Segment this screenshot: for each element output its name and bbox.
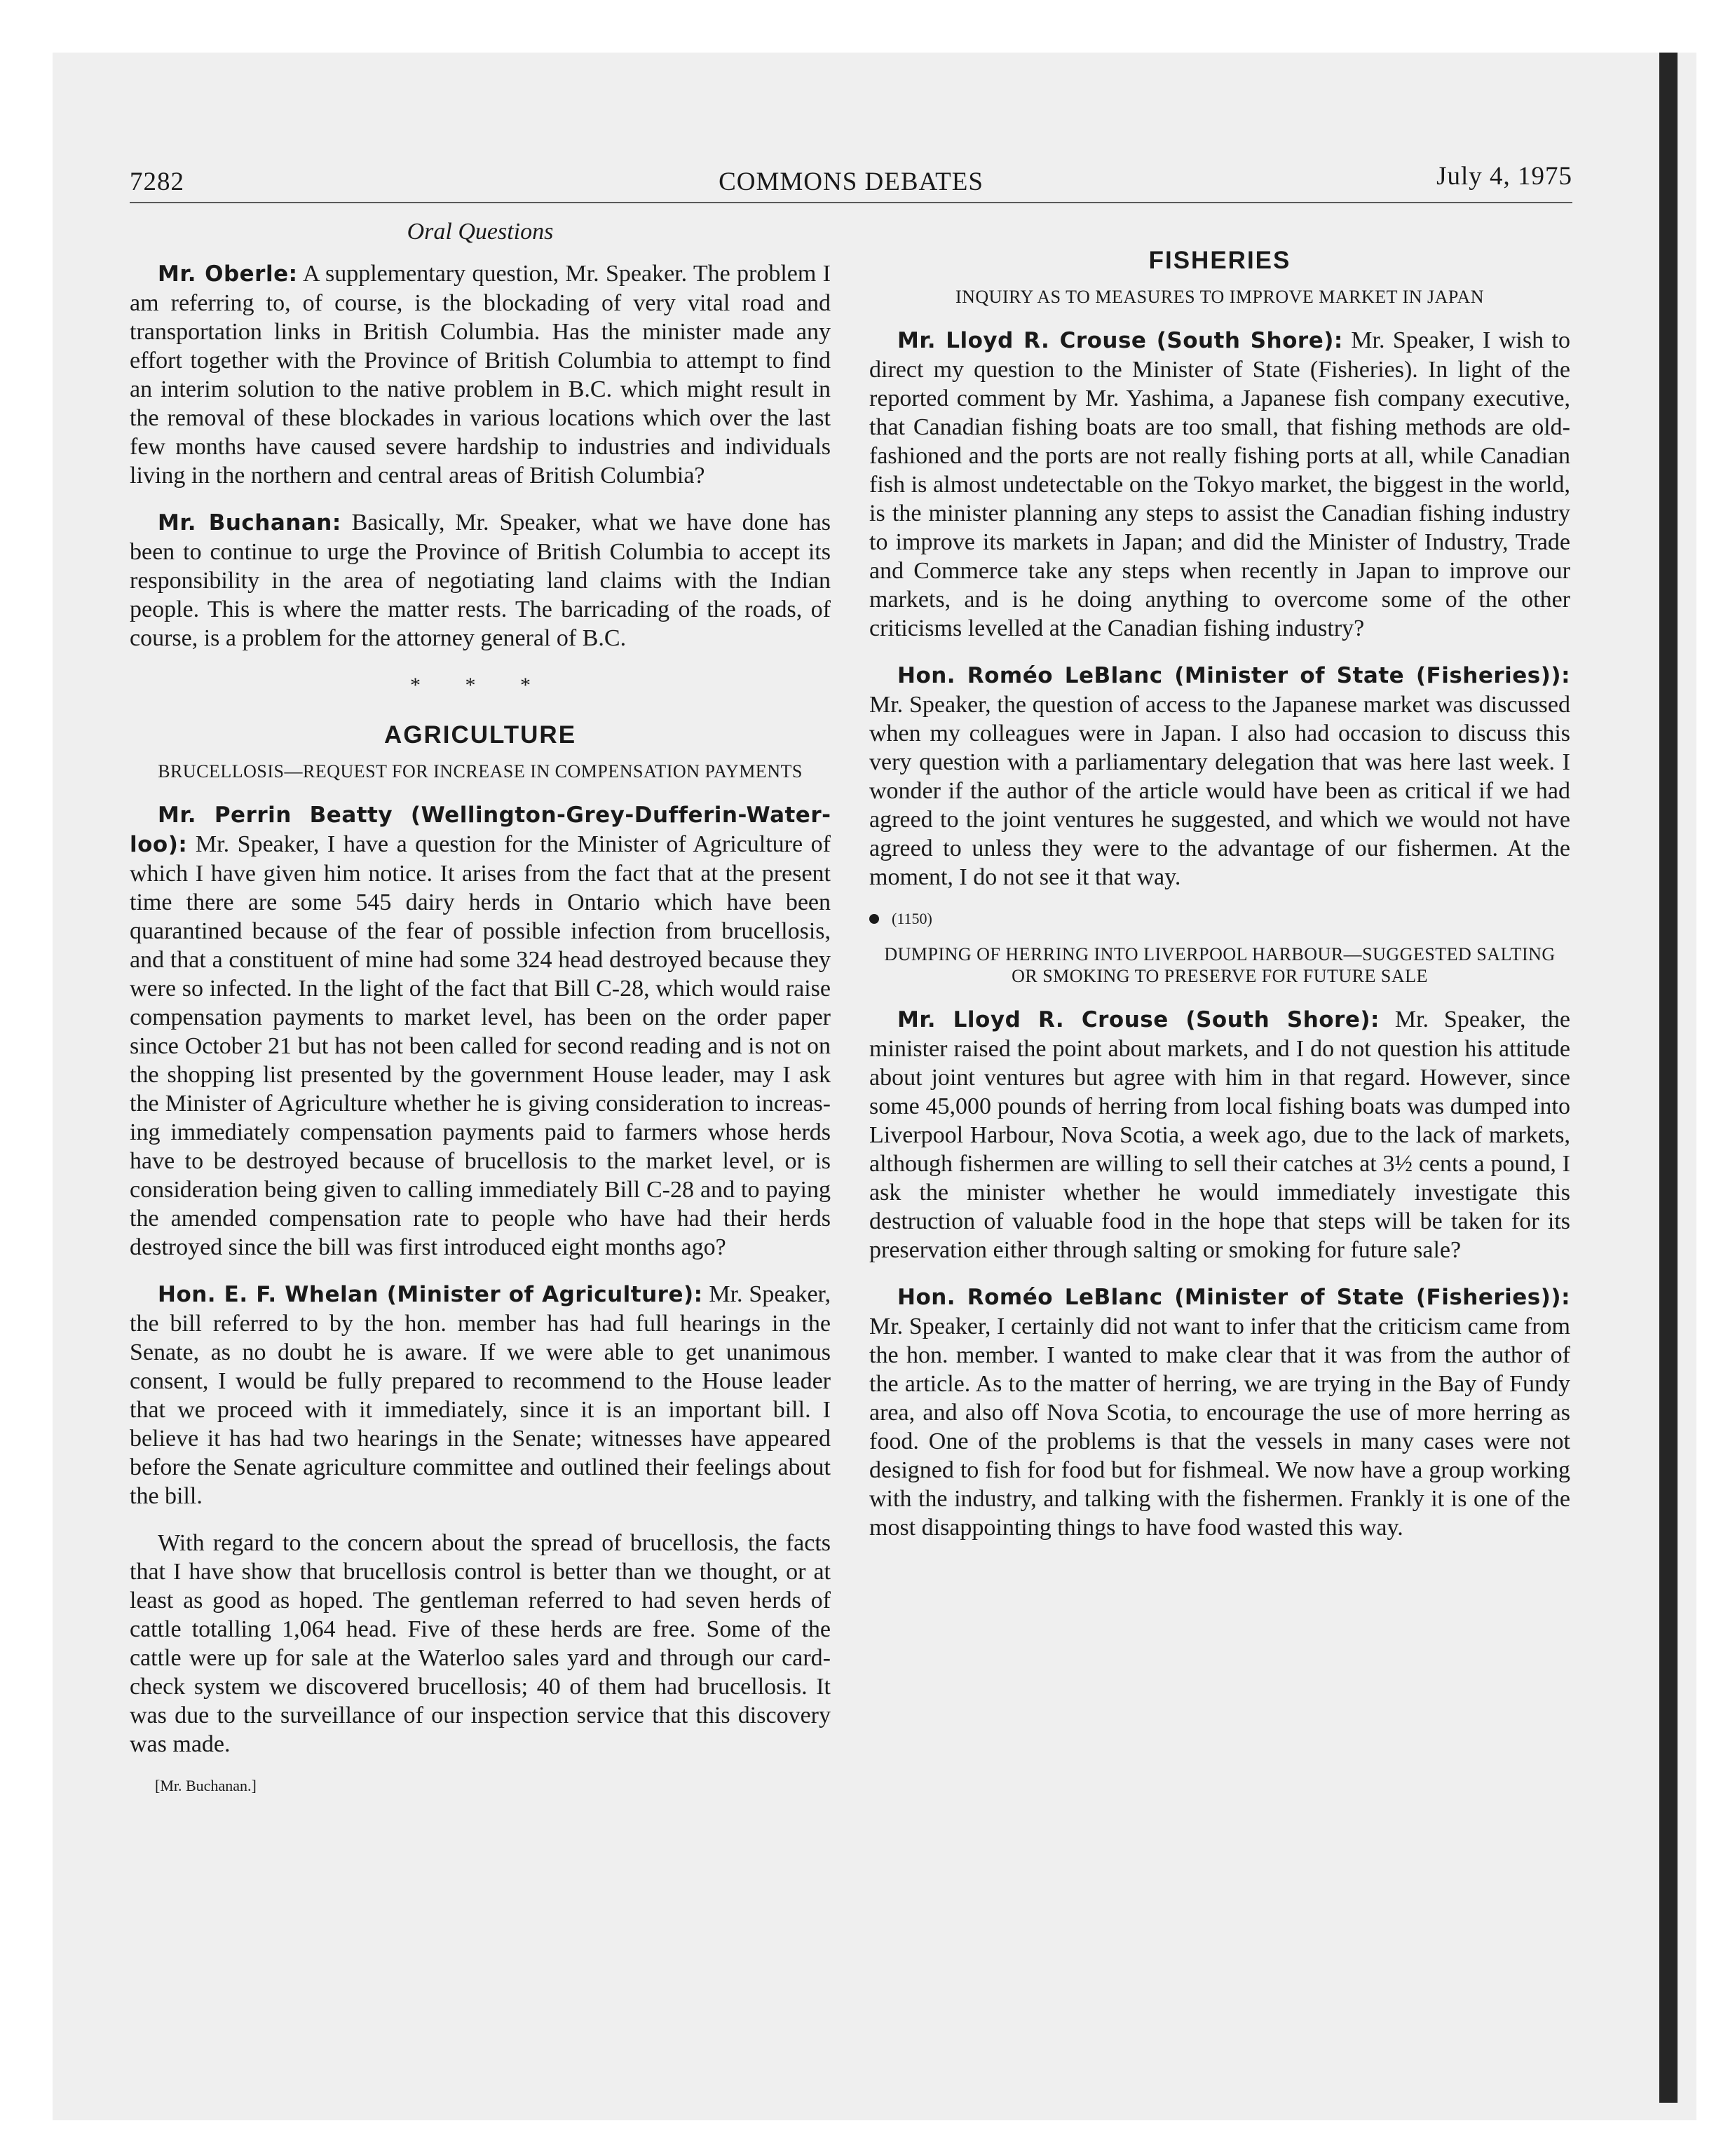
paragraph-beatty xyxy=(130,800,831,1262)
time-marker xyxy=(869,910,1570,928)
right-column xyxy=(869,219,1570,1560)
speaker-reference: [Mr. Buchanan.] xyxy=(155,1777,257,1794)
subject-heading: INQUIRY AS TO MEASURES TO IMPROVE MARKET IN JAPAN xyxy=(955,287,1485,307)
paragraph-crouse-2 xyxy=(869,1005,1570,1264)
bullet-icon xyxy=(869,914,879,924)
paragraph-oberle xyxy=(130,259,831,490)
speaker-name: Mr. Lloyd R. Crouse (South Shore): xyxy=(897,1007,1380,1032)
section-subtitle: Oral Questions xyxy=(407,219,554,245)
paragraph-whelan-continued: With regard to the concern about the spread of brucellosis, the facts that I have show that brucellosis control is better than we thought, or at least as good as hoped. The gentleman referred to had seven herds of cattle totalling 1,064 head. Five of these herds are free. Some of the cattle were up for sale at the Waterloo sales yard and through our card-check system we discovered brucellosis; 40 of them had brucellosis. It was due to the surveillance of our inspection service that this discovery was made. xyxy=(130,1530,831,1757)
publication-title: COMMONS DEBATES xyxy=(719,168,984,196)
speech-text: Mr. Speaker, I wish to direct my question to the Minister of State (Fisheries). In light of the reported comment by Mr. Yashima, a Japanese fish company executive, that Canadian fishing boats are too small, that fishing methods are old-fashioned and the ports are not really fishing ports at all, while Canadian fish is almost undetectable on the Tokyo market, the biggest in the world, is the minister planning any steps to assist the Canadian fishing industry to improve its markets in Japan; and did the Minister of Industry, Trade and Commerce take any steps when recently in Japan to improve our markets, and is he doing anything to overcome some of the other criticisms levelled at the Canadian fishing industry? xyxy=(869,327,1570,641)
speaker-name: Hon. E. F. Whelan (Minister of Agriculture): xyxy=(158,1282,703,1307)
paragraph-buchanan xyxy=(130,508,831,653)
paragraph-leblanc-2 xyxy=(869,1283,1570,1542)
page-date: July 4, 1975 xyxy=(1436,162,1572,191)
paragraph-whelan xyxy=(130,1280,831,1510)
speaker-name: Mr. Oberle: xyxy=(158,261,298,287)
speech-text: Mr. Speaker, the question of access to the Japanese market was discussed when my colleagues were in Japan. I also had occasion to discuss this very question with a parliamentary delegation that was here last week. I wonder if the author of the article would have been as critical if we had agreed to the joint ventures he suggested, and which we would not have agreed to unless they were to the advantage of our fishermen. At the moment, I do not see it that way. xyxy=(869,692,1570,890)
speaker-name: Hon. Roméo LeBlanc (Minister of State (Fisheries)): xyxy=(897,663,1570,688)
speaker-name: Mr. Buchanan: xyxy=(158,510,341,535)
speaker-name: Mr. Lloyd R. Crouse (South Shore): xyxy=(897,328,1343,353)
speech-text: Basically, Mr. Speaker, what we have done has been to continue to urge the Province of British Columbia to accept its responsibility in the area of negotiating land claims with the Indian people. This is where the matter rests. The barricading of the roads, of course, is a problem for the attorney general of B.C. xyxy=(130,510,831,651)
page-number: 7282 xyxy=(130,168,184,196)
subject-heading: BRUCELLOSIS—REQUEST FOR INCREASE IN COMPENSATION PAYMENTS xyxy=(158,761,803,782)
speaker-name: Mr. Perrin Beatty (Wellington-Grey-Dufferin-Waterloo): xyxy=(130,803,831,857)
speaker-name: Hon. Roméo LeBlanc (Minister of State (Fisheries)): xyxy=(897,1285,1570,1310)
speech-text: A supplementary question, Mr. Speaker. The problem I am referring to, of course, is the blockading of very vital road and transportation links in British Columbia. Has the minister made any effort together with the Province of British Columbia to attempt to find an interim solution to the native problem in B.C. which might result in the removal of these blockades in various locations which over the last few months have caused severe hardship to industries and individuals living in the northern and central areas of British Columbia? xyxy=(130,261,831,489)
paragraph-crouse-1 xyxy=(869,326,1570,643)
subject-heading: DUMPING OF HERRING INTO LIVERPOOL HARBOUR—SUGGESTED SALTING OR SMOKING TO PRESERVE FOR FUTURE SALE xyxy=(884,944,1556,986)
page-header xyxy=(130,160,1572,203)
scan-edge-shadow xyxy=(1659,53,1678,2103)
speech-text: Mr. Speaker, I certainly did not want to infer that the criticism came from the hon. member. I wanted to make clear that it was from the author of the article. As to the matter of herring, we are trying in the Bay of Fundy area, and also off Nova Scotia, to encourage the use of more herring as food. One of the problems is that the vessels in many cases were not designed to fish for food but for fishmeal. We now have a group working with the industry, and talking with the fishermen. Frankly it is one of the most disappointing things to have food wasted this way. xyxy=(869,1314,1570,1541)
speech-text: Mr. Speaker, the bill referred to by the hon. member has had full hearings in the Senate, as no doubt he is aware. If we were able to get unanimous consent, I would be fully prepared to recommend to the House leader that we proceed with it immediately, since it is an important bill. I believe it has had two hearings in the Senate; witnesses have appeared before the Senate agriculture committee and outlined their feelings about the bill. xyxy=(130,1281,831,1509)
section-heading-agriculture: AGRICULTURE xyxy=(383,721,577,749)
speech-text: Mr. Speaker, I have a question for the Minister of Agriculture of which I have given him notice. It arises from the fact that at the present time there are some 545 dairy herds in Ontario which have been quarantined because of the fear of possible infection from brucellosis, and that a constituent of mine had some 324 head destroyed because they were so infected. In the light of the fact that Bill C-28, which would raise compensation payments to market level, has been on the order paper since October 21 but has not been called for second reading and is not on the shopping list presented by the government House leader, may I ask the Minister of Agriculture whether he is giving consideration to increasing immediately compensation payments paid to farmers whose herds have to be destroyed because of brucellosis to the market level, or is consideration being given to calling immediately Bill C-28 and to paying the amended compensation rate to people who have had their herds destroyed since the bill was first introduced eight months ago? xyxy=(130,831,831,1260)
time-marker-label: (1150) xyxy=(892,910,932,927)
speech-text: Mr. Speaker, the minister raised the point about markets, and I do not question his attitude about joint ventures but agree with him in that regard. However, since some 45,000 pounds of herring from local fishing boats was dumped into Liverpool Harbour, Nova Scotia, a week ago, due to the lack of markets, although fishermen are willing to sell their catches at 3½ cents a pound, I ask the minister whether he would immediately investigate this destruction of valuable food in the hope that steps will be taken for its preservation either through salting or smoking for future sale? xyxy=(869,1007,1570,1263)
section-separator: * * * xyxy=(410,674,550,697)
left-column xyxy=(130,219,831,1795)
section-heading-fisheries: FISHERIES xyxy=(1148,247,1291,274)
paragraph-leblanc-1 xyxy=(869,661,1570,892)
